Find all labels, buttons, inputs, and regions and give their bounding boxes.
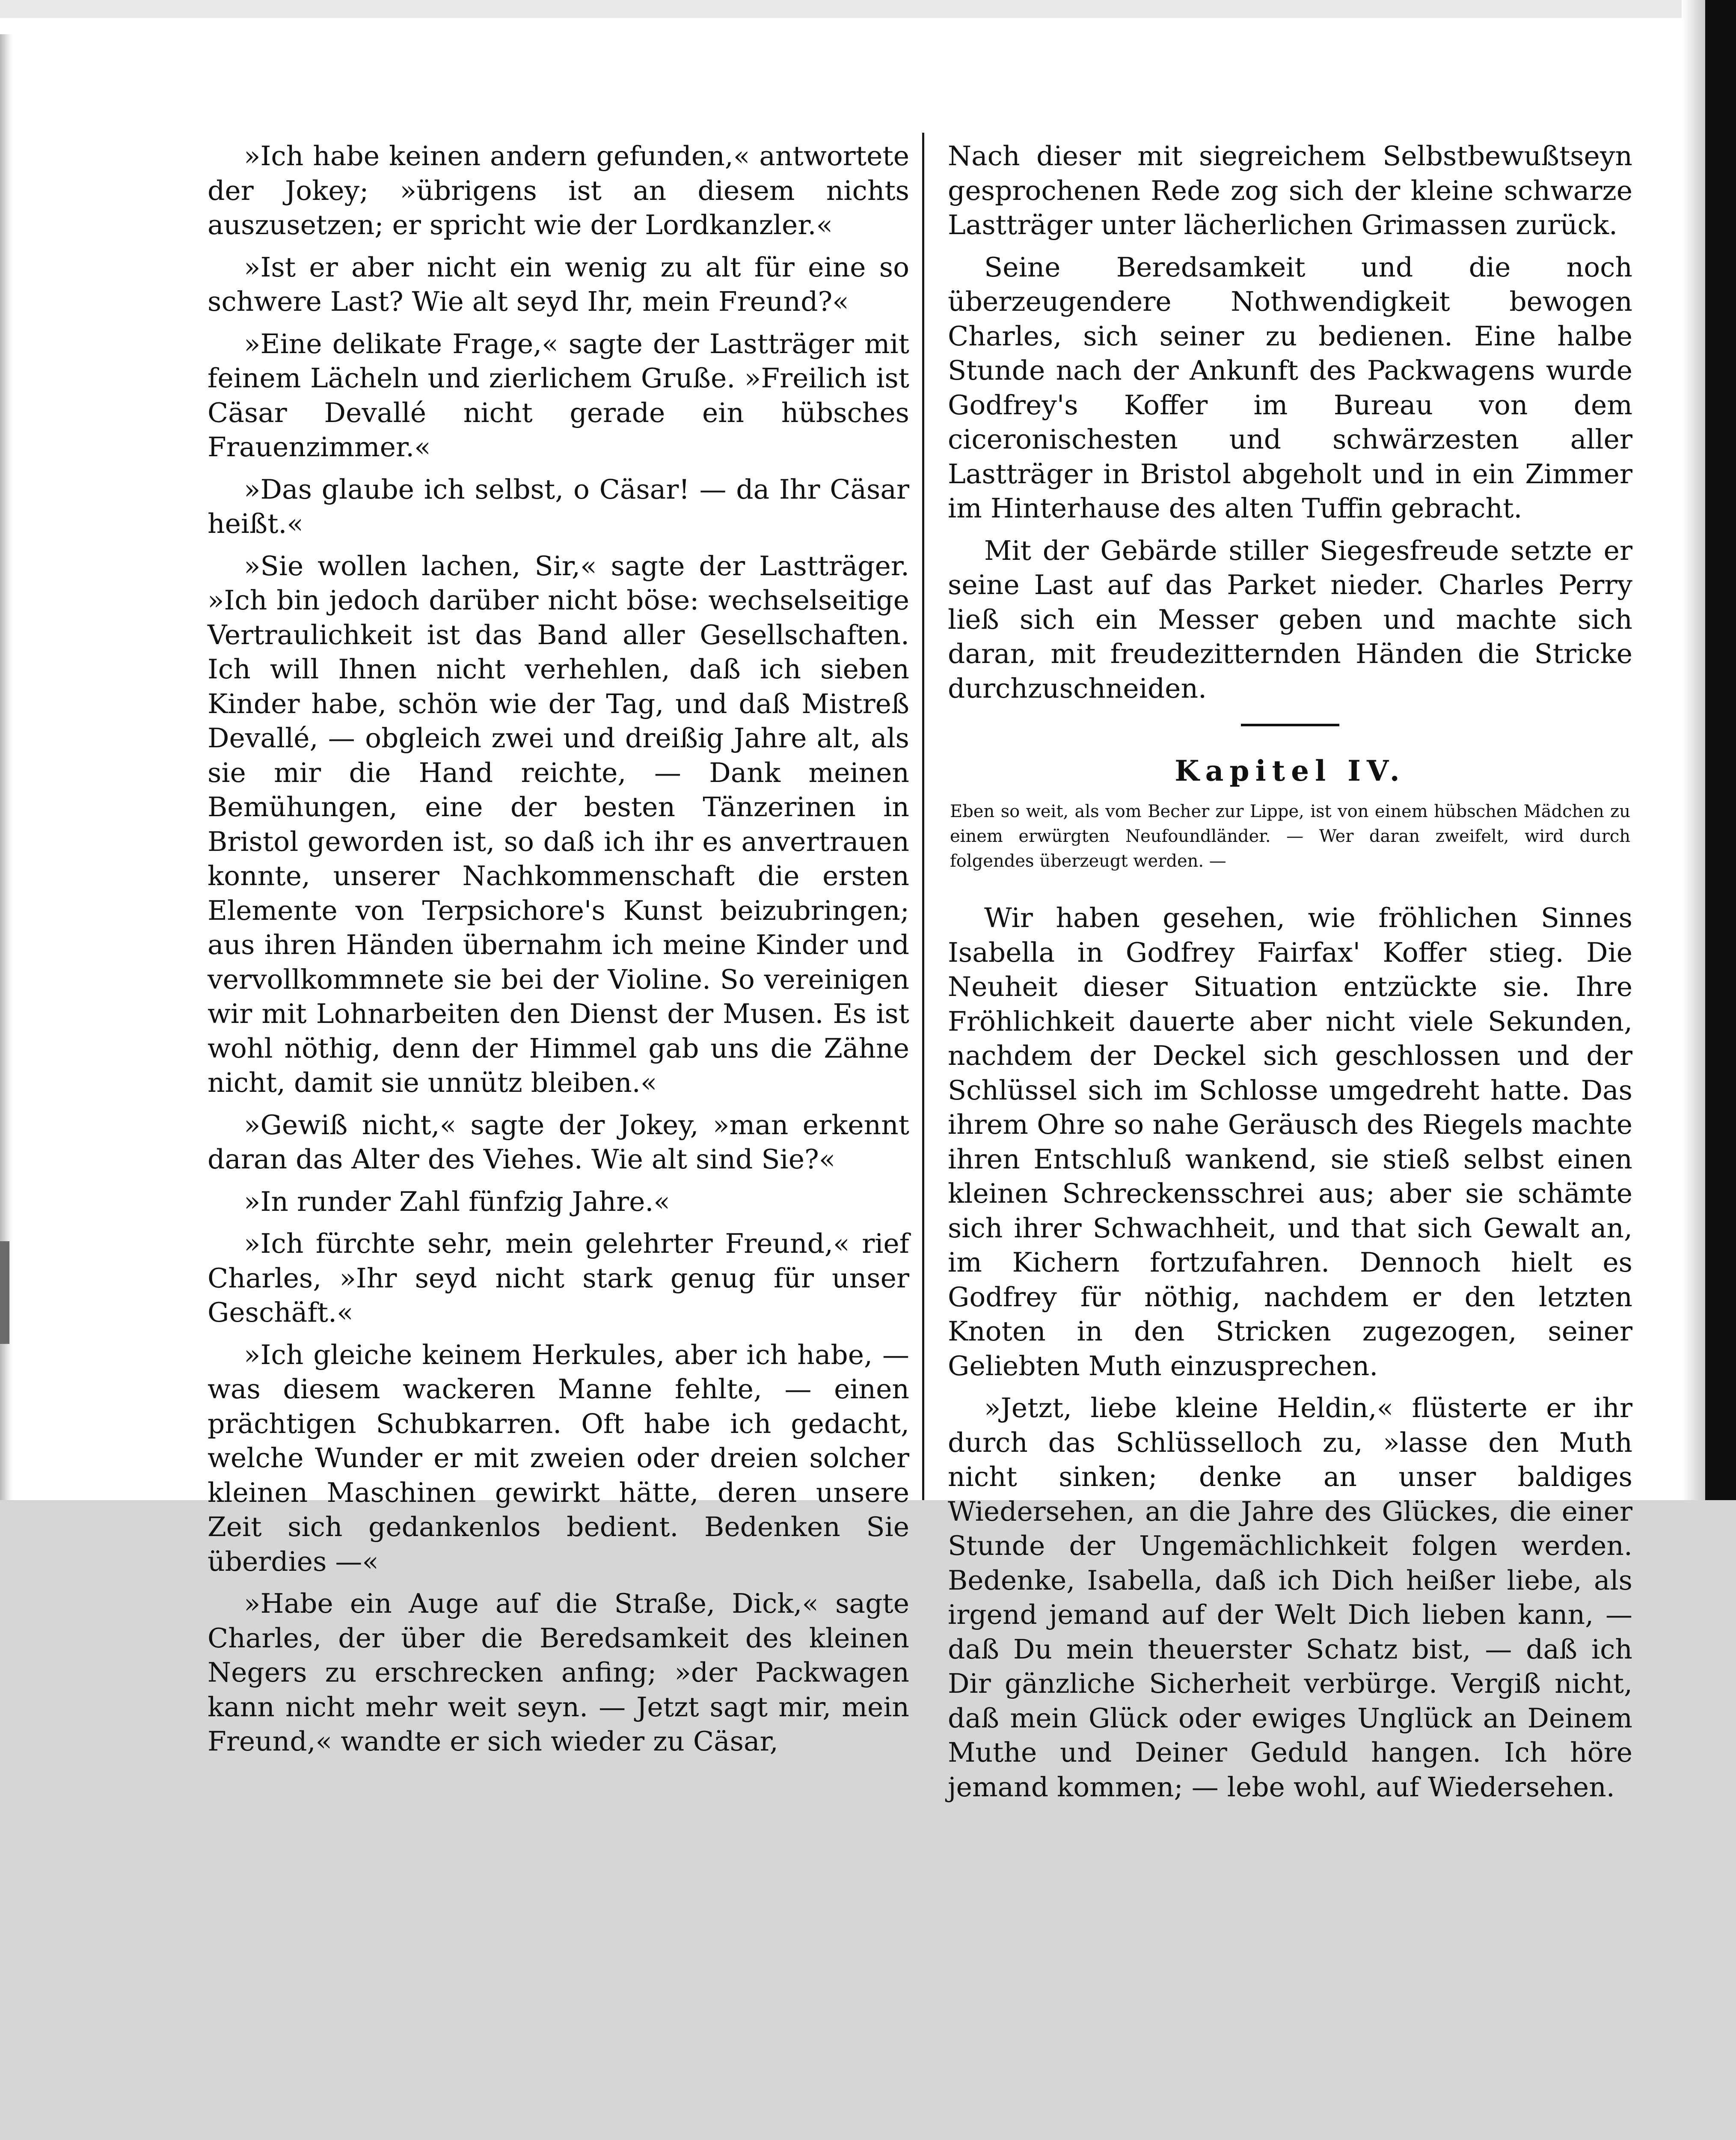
right-column — [948, 139, 1632, 1812]
paragraph: »Jetzt, liebe kleine Heldin,« flüsterte er ihr durch das Schlüsselloch zu, »lasse den Muth nicht sinken; denke an unser baldiges Wiedersehen, an die Jahre des Glückes, die einer Stunde der Ungemächlichkeit folgen werden. Bedenke, Isabella, daß ich Dich heißer liebe, als irgend jemand auf der Welt Dich lieben kann, — daß Du mein theuerster Schatz bist, — daß ich Dir gänzliche Sicherheit verbürge. Vergiß nicht, daß mein Glück oder ewiges Unglück an Deinem Muthe und Deiner Geduld hangen. Ich höre jemand kommen; — lebe wohl, auf Wiedersehen. — [948, 1392, 1632, 1803]
paragraph: »Gewiß nicht,« sagte der Jokey, »man erkennt daran das Alter des Viehes. Wie alt sind Sie?« — [208, 1109, 909, 1175]
section-rule — [1241, 724, 1339, 726]
paragraph: »Ist er aber nicht ein wenig zu alt für eine so schwere Last? Wie alt seyd Ihr, mein Freund?« — [208, 251, 909, 317]
paragraph: Wir haben gesehen, wie fröhlichen Sinnes Isabella in Godfrey Fairfax' Koffer stieg. Die Neuheit dieser Situation entzückte sie. Ihre Fröhlichkeit dauerte aber nicht viele Sekunden, nachdem der Deckel sich geschlossen und der Schlüssel sich im Schlosse umgedreht hatte. Das ihrem Ohre so nahe Geräusch des Riegels machte ihren Entschluß wankend, sie stieß selbst einen kleinen Schreckensschrei aus; aber sie schämte sich ihrer Schwachheit, und that sich Gewalt an, im Kichern fortzufahren. Dennoch hielt es Godfrey für nöthig, nachdem er den letzten Knoten in den Stricken zugezogen, seiner Geliebten Muth einzusprechen. — [948, 902, 1632, 1382]
paragraph: »Ich habe keinen andern gefunden,« antwortete der Jokey; »übrigens ist an diesem nichts auszusetzen; er spricht wie der Lordkanzler.« — [208, 140, 909, 241]
left-column — [208, 139, 909, 1767]
page-top-edge — [0, 0, 1736, 18]
paragraph: »Sie wollen lachen, Sir,« sagte der Lastträger. »Ich bin jedoch darüber nicht böse: wechselseitige Vertraulichkeit ist das Band aller Gesellschaften. Ich will Ihnen nicht verhehlen, daß ich sieben Kinder habe, schön wie der Tag, und daß Mistreß Devallé, — obgleich zwei und dreißig Jahre alt, als sie mir die Hand reichte, — Dank meinen Bemühungen, eine der besten Tänzerinen in Bristol geworden ist, so daß ich ihr es anvertrauen konnte, unserer Nachkommenschaft die ersten Elemente von Terpsichore's Kunst beizubringen; aus ihren Händen übernahm ich meine Kinder und vervollkommnete sie bei der Violine. So vereinigen wir mit Lohnarbeiten den Dienst der Musen. Es ist wohl nöthig, denn der Himmel gab uns die Zähne nicht, damit sie unnütz bleiben.« — [208, 550, 909, 1098]
chapter-heading: Kapitel IV. — [1175, 754, 1406, 788]
paragraph: »Ich gleiche keinem Herkules, aber ich habe, — was diesem wackeren Manne fehlte, — einen prächtigen Schubkarren. Oft habe ich gedacht, welche Wunder er mit zweien oder dreien solcher kleinen Maschinen gewirkt hätte, deren unsere Zeit sich gedankenlos bedient. Bedenken Sie überdies —« — [208, 1339, 909, 1577]
paragraph: »Eine delikate Frage,« sagte der Lastträger mit feinem Lächeln und zierlichem Gruße. »Freilich ist Cäsar Devallé nicht gerade ein hübsches Frauenzimmer.« — [208, 328, 909, 463]
paragraph: »Das glaube ich selbst, o Cäsar! — da Ihr Cäsar heißt.« — [208, 473, 909, 539]
paragraph: Seine Beredsamkeit und die noch überzeugendere Nothwendigkeit bewogen Charles, sich seiner zu bedienen. Eine halbe Stunde nach der Ankunft des Packwagens wurde Godfrey's Koffer im Bureau von dem ciceronischesten und schwärzesten aller Lastträger in Bristol abgeholt und in ein Zimmer im Hinterhause des alten Tuffin gebracht. — [948, 251, 1632, 524]
spine-mark — [0, 1241, 9, 1344]
paragraph: Nach dieser mit siegreichem Selbstbewußtseyn gesprochenen Rede zog sich der kleine schwarze Lastträger unter lächerlichen Grimassen zurück. — [948, 140, 1632, 241]
paragraph: »Ich fürchte sehr, mein gelehrter Freund,« rief Charles, »Ihr seyd nicht stark genug für unser Geschäft.« — [208, 1228, 909, 1328]
paragraph: Mit der Gebärde stiller Siegesfreude setzte er seine Last auf das Parket nieder. Charles Perry ließ sich ein Messer geben und machte sich daran, mit freudezitternden Händen die Stricke durchzuschneiden. — [948, 535, 1632, 704]
scanner-right-edge — [1705, 0, 1736, 1500]
paragraph: »Habe ein Auge auf die Straße, Dick,« sagte Charles, der über die Beredsamkeit des kleinen Negers zu erschrecken anfing; »der Packwagen kann nicht mehr weit seyn. — Jetzt sagt mir, mein Freund,« wandte er sich wieder zu Cäsar, — [208, 1588, 909, 1757]
chapter-summary: Eben so weit, als vom Becher zur Lippe, ist von einem hübschen Mädchen zu einem erwürgten Neufoundländer. — Wer daran zweifelt, wird durch folgendes überzeugt werden. — — [950, 802, 1630, 871]
page-right-shadow — [1682, 0, 1705, 1500]
paragraph: »In runder Zahl fünfzig Jahre.« — [244, 1186, 670, 1217]
column-divider — [922, 133, 924, 1500]
